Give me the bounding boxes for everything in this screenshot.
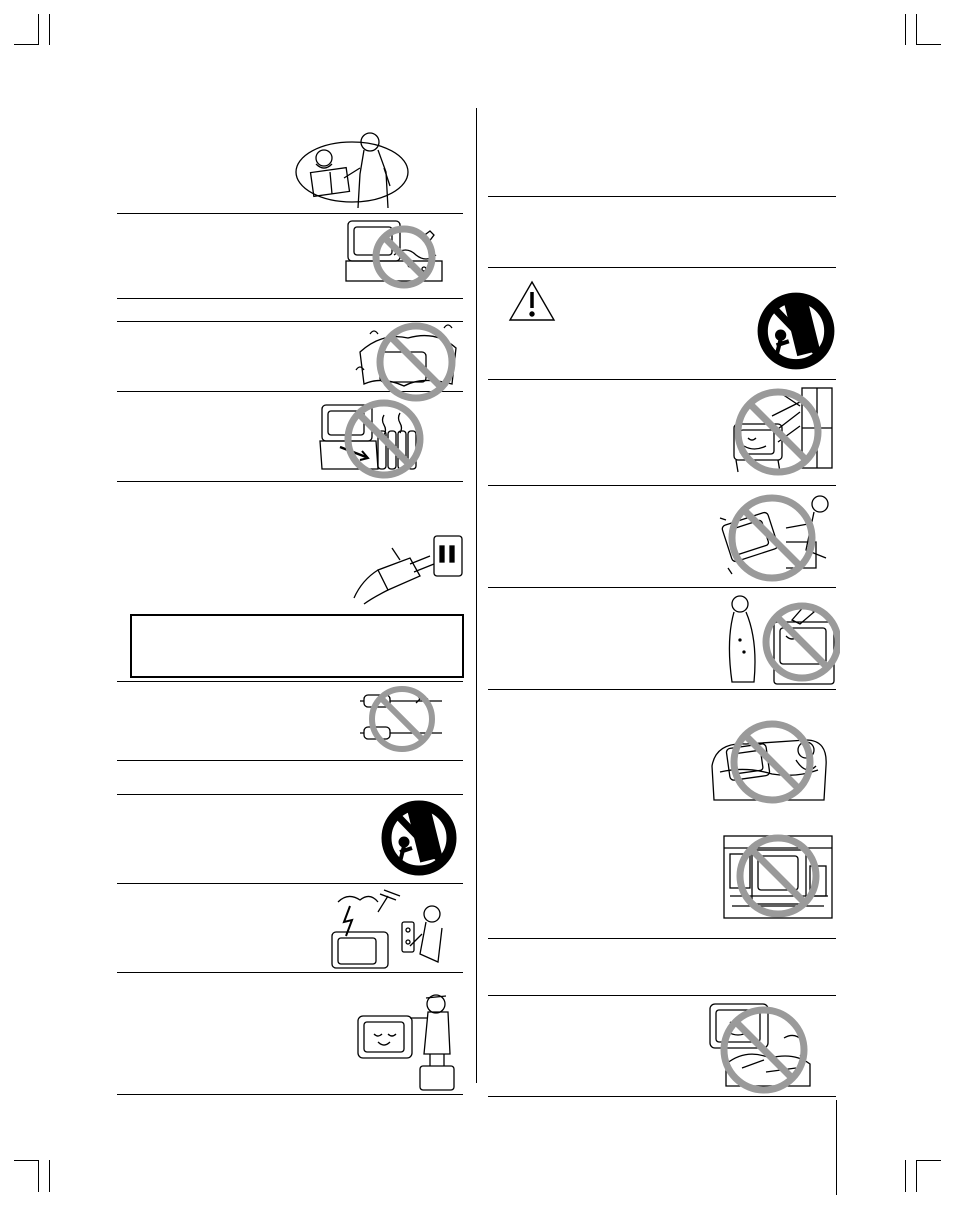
column-divider [476,108,477,1083]
no-liquids-on-tv-icon [344,215,452,297]
polarized-plug-icon [344,532,466,606]
right-rule-8 [488,995,836,996]
no-damaged-cord-icon [356,683,446,755]
no-dropping-tv-icon [716,488,836,582]
notice-box [130,614,464,678]
right-rule-5 [488,587,836,588]
right-rule-4 [488,485,836,486]
left-rule-1 [117,213,463,214]
no-direct-sunlight-icon [722,382,836,480]
left-rule-7 [117,760,463,761]
left-rule-2 [117,298,463,299]
left-rule-10 [117,972,463,973]
left-rule-9 [117,883,463,884]
left-rule-8 [117,794,463,795]
cart-tip-warning-icon [754,290,838,372]
left-rule-11 [117,1094,463,1095]
right-rule-9 [488,1096,836,1097]
page-edge-rule [836,1100,837,1195]
right-rule-3 [488,379,836,380]
right-rule-6 [488,689,836,690]
no-objects-on-top-icon [722,590,840,686]
parent-child-reading-icon [294,128,410,210]
cart-tip-warning-icon [378,798,460,878]
no-enclosed-installation-icon [706,716,832,808]
caution-triangle-icon [508,280,556,322]
right-rule-1 [488,196,836,197]
service-technician-icon [354,990,464,1092]
left-rule-5 [117,481,463,482]
right-rule-7 [488,938,836,939]
no-heat-source-icon [318,395,442,481]
right-rule-2 [488,267,836,268]
no-enclosed-bookcase-icon [718,826,836,922]
left-rule-6 [117,681,463,682]
lightning-antenna-icon [328,888,460,970]
no-spills-or-moisture-icon [706,998,818,1094]
no-covering-vents-icon [352,318,464,402]
